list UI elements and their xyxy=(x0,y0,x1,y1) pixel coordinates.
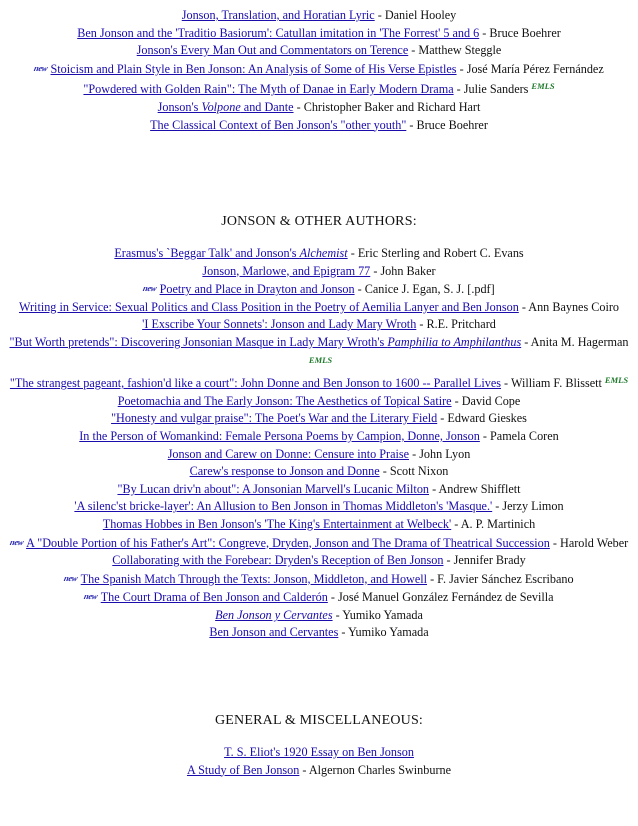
new-badge-icon: new xyxy=(142,283,158,294)
author-name: David Cope xyxy=(461,393,521,408)
list-item xyxy=(0,446,638,464)
author-name: José María Pérez Fernández xyxy=(466,61,604,76)
list-item xyxy=(0,316,638,334)
new-badge-icon: new xyxy=(63,572,79,583)
author-name: John Baker xyxy=(380,263,436,278)
separator: - xyxy=(501,376,511,391)
separator: - xyxy=(479,25,490,40)
separator: - xyxy=(374,8,385,22)
author-name: William F. Blissett xyxy=(510,376,602,391)
new-badge-icon: new xyxy=(33,62,49,73)
separator: - xyxy=(492,499,503,514)
author-name: Daniel Hooley xyxy=(384,8,457,22)
author-name: A. P. Martinich xyxy=(460,516,536,531)
list-item xyxy=(0,99,638,117)
separator: - xyxy=(429,481,439,496)
author-name: Jennifer Brady xyxy=(453,553,526,568)
list-item xyxy=(0,534,638,553)
author-name: F. Javier Sánchez Escribano xyxy=(437,571,574,586)
entry-link[interactable]: Jonson's Every Man Out and Commentators on Terence xyxy=(136,43,409,58)
emls-badge-icon: EMLS xyxy=(308,354,333,365)
author-name: Jerzy Limon xyxy=(502,499,564,514)
list-item xyxy=(0,744,638,762)
list-item xyxy=(0,7,638,25)
emls-badge-icon: EMLS xyxy=(604,375,629,386)
separator: - xyxy=(479,428,491,443)
entry-link[interactable]: Thomas Hobbes in Ben Jonson's 'The King's Entertainment at Welbeck' xyxy=(102,516,452,531)
entry-link[interactable]: T. S. Eliot's 1920 Essay on Ben Jonson xyxy=(224,745,414,759)
section-general-entries xyxy=(0,744,638,779)
entry-link[interactable]: Carew's response to Jonson and Donne xyxy=(189,464,380,479)
separator: - xyxy=(549,535,561,550)
link-text: and Dante xyxy=(240,99,294,114)
entry-link[interactable]: The Court Drama of Ben Jonson and Calderón xyxy=(100,590,328,605)
list-item xyxy=(0,498,638,516)
separator: - xyxy=(443,553,454,568)
author-name: Bruce Boehrer xyxy=(489,25,561,40)
entry-link[interactable]: Jonson and Carew on Donne: Censure into Praise xyxy=(167,446,410,461)
list-item xyxy=(0,516,638,534)
link-text: Erasmus's `Beggar Talk' and Jonson's xyxy=(114,246,300,260)
separator: - xyxy=(451,393,462,408)
separator: - xyxy=(338,625,349,640)
entry-link[interactable] xyxy=(215,608,332,622)
author-name: Edward Gieskes xyxy=(447,411,527,426)
list-item xyxy=(0,428,638,446)
list-item xyxy=(0,25,638,43)
link-text-italic: Alchemist xyxy=(299,246,348,260)
author-name: Bruce Boehrer xyxy=(416,117,488,132)
entry-link[interactable]: Poetomachia and The Early Jonson: The Aesthetics of Topical Satire xyxy=(117,393,452,408)
entry-link[interactable]: Jonson, Marlowe, and Epigram 77 xyxy=(202,263,371,278)
list-item xyxy=(0,263,638,281)
entry-link[interactable]: A "Double Portion of his Father's Art": Congreve, Dryden, Jonson and The Drama of Theatrical Succession xyxy=(26,535,550,550)
author-name: Christopher Baker and Richard Hart xyxy=(303,99,481,114)
separator: - xyxy=(408,43,419,58)
separator: - xyxy=(456,61,467,76)
list-item xyxy=(0,280,638,299)
list-item xyxy=(0,78,638,99)
author-name: José Manuel González Fernández de Sevilla xyxy=(337,590,554,605)
author-name: R.E. Pritchard xyxy=(426,317,496,332)
list-item xyxy=(0,60,638,79)
author-name: Matthew Steggle xyxy=(418,43,502,58)
section-heading-general: GENERAL & MISCELLANEOUS: xyxy=(214,713,424,728)
entry-link[interactable]: The Classical Context of Ben Jonson's "other youth" xyxy=(150,117,407,132)
author-name: Andrew Shifflett xyxy=(438,481,521,496)
link-text: Jonson's xyxy=(157,99,202,114)
separator: - xyxy=(354,282,365,297)
entry-link[interactable]: The Spanish Match Through the Texts: Jonson, Middleton, and Howell xyxy=(80,571,428,586)
separator: - xyxy=(518,299,529,314)
separator: - xyxy=(299,762,309,777)
separator: - xyxy=(416,317,427,332)
link-text: "But Worth pretends": Discovering Jonsonian Masque in Lady Mary Wroth's xyxy=(9,334,388,349)
list-item xyxy=(0,762,638,780)
entry-link[interactable]: Stoicism and Plain Style in Ben Jonson: An Analysis of Some of His Verse Epistles xyxy=(50,61,457,76)
author-name: Yumiko Yamada xyxy=(348,625,429,640)
list-item xyxy=(0,588,638,607)
new-badge-icon: new xyxy=(8,536,25,547)
list-item xyxy=(0,481,638,499)
separator: - xyxy=(293,99,304,114)
entry-link[interactable]: "Powdered with Golden Rain": The Myth of Danae in Early Modern Drama xyxy=(83,82,454,97)
entry-link[interactable]: A Study of Ben Jonson xyxy=(186,762,300,777)
author-name: Pamela Coren xyxy=(490,428,559,443)
entry-link[interactable]: "The strangest pageant, fashion'd like a court": John Donne and Ben Jonson to 1600 -- Parallel Lives xyxy=(9,376,501,391)
new-badge-icon: new xyxy=(83,591,99,602)
author-name: Ann Baynes Coiro xyxy=(528,299,620,314)
entry-link[interactable]: Jonson, Translation, and Horatian Lyric xyxy=(181,8,375,22)
entry-link[interactable] xyxy=(10,335,522,349)
author-name: Scott Nixon xyxy=(389,464,449,479)
list-item xyxy=(0,393,638,411)
list-item xyxy=(0,570,638,589)
list-item xyxy=(0,463,638,481)
section-heading-other-authors: JONSON & OTHER AUTHORS: xyxy=(221,214,417,229)
entry-link[interactable]: "By Lucan driv'n about": A Jonsonian Marvell's Lucanic Milton xyxy=(117,481,430,496)
list-item xyxy=(0,299,638,317)
list-item xyxy=(0,334,638,372)
list-item xyxy=(0,607,638,625)
author-name: Harold Weber xyxy=(560,535,629,550)
author-name: Julie Sanders xyxy=(463,82,529,97)
list-item xyxy=(0,42,638,60)
link-text-italic: Pamphilia to Amphilanthus xyxy=(387,334,522,349)
separator: - xyxy=(451,516,461,531)
entry-link[interactable]: Poetry and Place in Drayton and Jonson xyxy=(159,282,355,297)
list-item xyxy=(0,372,638,393)
author-name: Canice J. Egan, S. J. [.pdf] xyxy=(364,282,495,297)
entry-link[interactable] xyxy=(114,246,347,260)
link-text-italic: Ben Jonson y Cervantes xyxy=(215,607,333,622)
entry-link[interactable]: "Honesty and vulgar praise": The Poet's War and the Literary Field xyxy=(111,411,438,426)
separator: - xyxy=(332,607,343,622)
author-name: Anita M. Hagerman xyxy=(530,334,629,349)
separator: - xyxy=(406,117,417,132)
separator: - xyxy=(327,590,338,605)
author-name: Algernon Charles Swinburne xyxy=(308,762,452,777)
separator: - xyxy=(521,334,531,349)
list-item xyxy=(0,410,638,428)
entry-link[interactable] xyxy=(158,100,294,114)
link-text-italic: Volpone xyxy=(201,99,241,114)
list-item xyxy=(0,552,638,570)
entry-link[interactable]: Collaborating with the Forebear: Dryden's Reception of Ben Jonson xyxy=(112,553,444,568)
separator: - xyxy=(427,571,438,586)
entry-link[interactable]: Ben Jonson and the 'Traditio Basiorum': Catullan imitation in 'The Forrest' 5 and 6 xyxy=(77,25,480,40)
separator: - xyxy=(409,446,420,461)
list-item xyxy=(0,245,638,263)
separator: - xyxy=(453,82,464,97)
emls-badge-icon: EMLS xyxy=(531,81,555,92)
section-classical-entries xyxy=(0,7,638,134)
separator: - xyxy=(437,411,448,426)
entry-link[interactable]: 'A silenc'st bricke-layer': An Allusion to Ben Jonson in Thomas Middleton's 'Masque.' xyxy=(74,499,493,514)
separator: - xyxy=(379,464,390,479)
entry-link[interactable]: Ben Jonson and Cervantes xyxy=(209,625,339,640)
author-name: John Lyon xyxy=(419,446,471,461)
separator: - xyxy=(347,246,358,260)
entry-link[interactable]: Writing in Service: Sexual Politics and Class Position in the Poetry of Aemilia Lanyer and Ben Jonson xyxy=(18,299,519,314)
entry-link[interactable]: 'I Exscribe Your Sonnets': Jonson and Lady Mary Wroth xyxy=(142,317,417,332)
list-item xyxy=(0,624,638,642)
section-other-authors-entries xyxy=(0,245,638,642)
author-name: Eric Sterling and Robert C. Evans xyxy=(357,246,524,260)
list-item xyxy=(0,117,638,135)
separator: - xyxy=(370,263,381,278)
author-name: Yumiko Yamada xyxy=(342,607,423,622)
entry-link[interactable]: In the Person of Womankind: Female Persona Poems by Campion, Donne, Jonson xyxy=(79,428,480,443)
